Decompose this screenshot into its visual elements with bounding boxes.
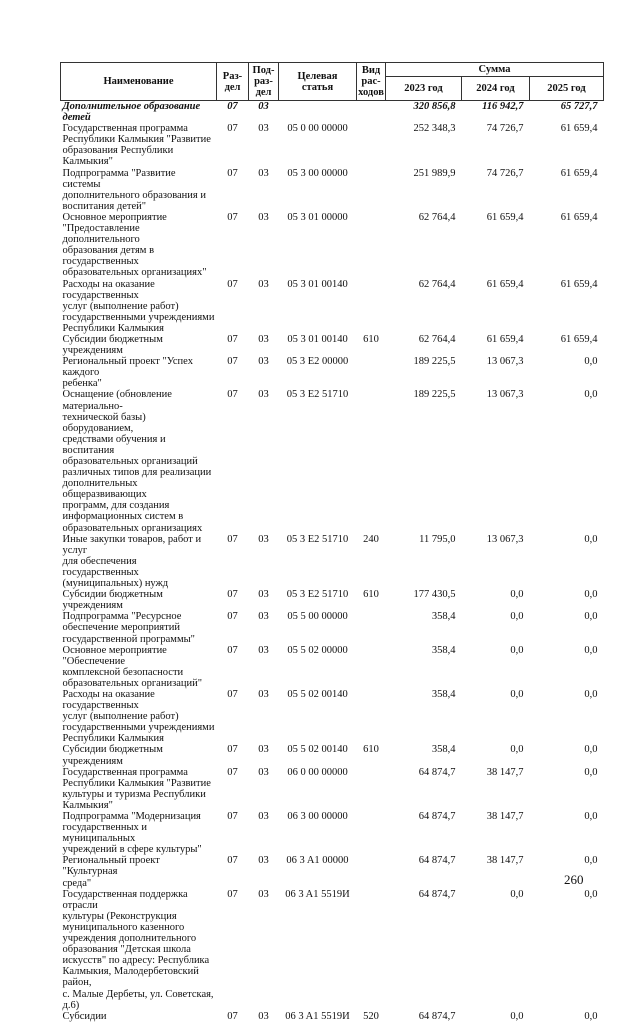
- row-name-line: Калмыкия": [62, 799, 113, 811]
- header-year-2024: 2024 год: [462, 77, 530, 101]
- row-target-article: 05 3 00 00000: [287, 167, 348, 179]
- row-sum-2025: 0,0: [584, 589, 598, 601]
- row-razdel: 07: [227, 211, 238, 223]
- row-sum-2023: 64 874,7: [418, 811, 456, 822]
- row-sum-2025: 0,0: [584, 533, 598, 545]
- row-name-line: (муниципальных) нужд: [62, 578, 169, 590]
- row-razdel: 07: [227, 589, 238, 601]
- row-sum-2025: 0,0: [584, 611, 598, 623]
- row-razdel: 07: [227, 167, 238, 179]
- row-expense-type: [357, 279, 386, 334]
- row-sum-2023: 252 348,3: [413, 123, 456, 135]
- row-name-line: услуг (выполнение работ): [62, 711, 179, 723]
- header-name: Наименование: [61, 63, 217, 101]
- table-row: [61, 889, 604, 1011]
- row-name-line: Подпрограмма "Модернизация: [62, 811, 201, 822]
- row-razdel: 07: [227, 611, 238, 623]
- header-summa: Сумма: [386, 63, 604, 77]
- row-target-article: 05 5 02 00140: [287, 688, 348, 700]
- header-razdel: Раз- дел: [217, 63, 249, 101]
- row-sum-2025: 61 659,4: [560, 333, 598, 345]
- row-razdel: 07: [227, 644, 238, 656]
- row-name: [61, 389, 217, 533]
- row-sum-2023: 62 764,4: [418, 211, 456, 223]
- row-podrazdel: 03: [258, 333, 269, 345]
- row-name-line: Республики Калмыкия: [62, 322, 164, 334]
- row-sum-2024: 38 147,7: [486, 766, 524, 778]
- row-name: [61, 534, 217, 589]
- row-name-line: среда": [62, 877, 92, 889]
- row-name-line: ребенка": [62, 378, 102, 390]
- table-row: [61, 279, 604, 334]
- row-name-line: Дополнительное образование детей: [62, 101, 201, 124]
- row-target-article: 06 3 00 00000: [287, 811, 348, 822]
- row-sum-2025: 65 727,7: [530, 101, 604, 124]
- row-sum-2025: 0,0: [584, 888, 598, 900]
- table-header: [61, 63, 604, 101]
- row-name-line: комплексной безопасности: [62, 666, 184, 678]
- row-sum-2025: 61 659,4: [560, 211, 598, 223]
- row-sum-2024: 0,0: [510, 888, 524, 900]
- row-sum-2023: 62 764,4: [418, 278, 456, 290]
- row-podrazdel: 03: [249, 101, 279, 124]
- row-expense-type: [357, 389, 386, 533]
- row-expense-type: [357, 611, 386, 644]
- row-sum-2023: 11 795,0: [419, 533, 456, 545]
- row-target-article: 05 0 00 00000: [287, 123, 348, 135]
- row-target-article: [279, 101, 357, 124]
- row-expense-type: 240: [363, 533, 379, 545]
- row-name-line: Калмыкия, Малодербетовский район,: [62, 966, 199, 989]
- row-name-line: муниципального казенного: [62, 921, 185, 933]
- row-name-line: воспитания детей": [62, 200, 147, 212]
- row-razdel: 07: [227, 855, 238, 867]
- row-razdel: 07: [227, 533, 238, 545]
- header-year-2025: 2025 год: [530, 77, 604, 101]
- row-name: [61, 744, 217, 766]
- table-row: [61, 744, 604, 766]
- table-row: [61, 645, 604, 689]
- row-podrazdel: 03: [258, 1010, 269, 1022]
- row-name-line: Иные закупки товаров, работ и услуг: [62, 533, 202, 556]
- table-row: [61, 334, 604, 356]
- row-name-line: дополнительных общеразвивающих: [62, 478, 147, 501]
- row-expense-type: [357, 811, 386, 855]
- row-name-line: государственными учреждениями: [62, 311, 215, 323]
- row-name-line: искусств" по адресу: Республика: [62, 955, 210, 967]
- row-expense-type: [357, 645, 386, 689]
- row-name-line: образовательных организациях: [62, 522, 203, 534]
- row-podrazdel: 03: [258, 278, 269, 290]
- row-expense-type: 520: [363, 1010, 379, 1022]
- row-name: [61, 611, 217, 644]
- row-sum-2025: 61 659,4: [560, 278, 598, 290]
- row-name: [61, 645, 217, 689]
- row-target-article: 05 3 E2 51710: [286, 589, 349, 601]
- row-podrazdel: 03: [258, 644, 269, 656]
- row-name-line: государственных и муниципальных: [62, 822, 148, 845]
- row-sum-2023: 64 874,7: [418, 855, 456, 867]
- row-name-line: Основное мероприятие: [62, 211, 167, 223]
- row-razdel: 07: [227, 688, 238, 700]
- row-name-line: Республики Калмыкия: [62, 733, 164, 745]
- row-sum-2023: 189 225,5: [413, 356, 456, 368]
- row-podrazdel: 03: [258, 688, 269, 700]
- row-expense-type: [357, 855, 386, 888]
- row-sum-2024: 0,0: [510, 688, 524, 700]
- row-name-line: учреждений в сфере культуры": [62, 844, 202, 856]
- row-sum-2025: 0,0: [584, 644, 598, 656]
- row-target-article: 05 3 E2 51710: [286, 533, 349, 545]
- row-sum-2023: 358,4: [431, 688, 456, 700]
- row-name-line: Региональный проект "Успех каждого: [62, 356, 193, 379]
- row-sum-2025: 0,0: [584, 744, 598, 756]
- row-name: [61, 334, 217, 356]
- row-sum-2024: 0,0: [510, 1010, 524, 1022]
- row-name-line: Субсидии бюджетным учреждениям: [62, 333, 163, 357]
- row-sum-2025: 0,0: [584, 1010, 598, 1022]
- row-name-line: программ, для создания: [62, 500, 170, 512]
- row-target-article: 05 5 02 00000: [287, 644, 348, 656]
- header-target-article: Целевая статья: [279, 63, 357, 101]
- row-sum-2023: 358,4: [431, 611, 456, 623]
- row-target-article: 06 3 A1 5519И: [285, 888, 350, 900]
- row-target-article: 06 0 00 00000: [287, 766, 348, 778]
- row-name-line: различных типов для реализации: [62, 467, 212, 479]
- row-expense-type: [357, 356, 386, 389]
- row-razdel: 07: [227, 333, 238, 345]
- row-target-article: 06 3 A1 00000: [286, 855, 349, 867]
- row-expense-type: [357, 101, 386, 124]
- row-expense-type: 610: [363, 744, 379, 756]
- row-sum-2024: 74 726,7: [486, 123, 524, 135]
- row-podrazdel: 03: [258, 744, 269, 756]
- row-sum-2025: 61 659,4: [560, 123, 598, 135]
- row-name-line: Подпрограмма "Ресурсное: [62, 611, 182, 623]
- row-sum-2024: 0,0: [510, 611, 524, 623]
- row-name-line: образовательных организаций: [62, 456, 198, 467]
- row-name: [61, 767, 217, 811]
- row-razdel: 07: [227, 389, 238, 401]
- row-podrazdel: 03: [258, 211, 269, 223]
- row-target-article: 05 3 E2 00000: [286, 356, 349, 368]
- table-row: [61, 611, 604, 644]
- row-name-line: Республики Калмыкия "Развитие: [62, 134, 211, 146]
- row-sum-2024: 0,0: [510, 589, 524, 601]
- row-name-line: образования "Детская школа: [62, 944, 191, 956]
- row-razdel: 07: [227, 888, 238, 900]
- row-sum-2023: 320 856,8: [386, 101, 462, 124]
- row-target-article: 05 3 E2 51710: [286, 389, 349, 401]
- table-row: [61, 101, 604, 124]
- row-name-line: образования детям в государственных: [62, 245, 155, 268]
- row-sum-2025: 0,0: [584, 688, 598, 700]
- row-target-article: 05 5 00 00000: [287, 611, 348, 623]
- row-podrazdel: 03: [258, 611, 269, 623]
- row-expense-type: [357, 123, 386, 167]
- row-name-line: государственными учреждениями: [62, 722, 215, 734]
- header-podrazdel: Под- раз- дел: [249, 63, 279, 101]
- row-sum-2024: 116 942,7: [462, 101, 530, 124]
- table-body: [61, 101, 604, 1022]
- row-name: [61, 689, 217, 744]
- row-target-article: 05 3 01 00140: [287, 333, 348, 345]
- row-razdel: 07: [227, 811, 238, 822]
- row-sum-2025: 0,0: [584, 855, 598, 867]
- row-name-line: "Предоставление дополнительного: [62, 223, 140, 246]
- row-sum-2024: 13 067,3: [486, 533, 524, 545]
- row-name-line: образовательных организаций": [62, 677, 203, 689]
- row-sum-2024: 74 726,7: [486, 167, 524, 179]
- row-name: [61, 123, 217, 167]
- row-razdel: 07: [227, 744, 238, 756]
- row-sum-2024: 13 067,3: [486, 356, 524, 368]
- budget-table: [60, 62, 604, 1022]
- row-expense-type: [357, 767, 386, 811]
- row-sum-2023: 64 874,7: [418, 1010, 456, 1022]
- row-podrazdel: 03: [258, 589, 269, 601]
- row-sum-2025: 0,0: [584, 389, 598, 401]
- row-sum-2023: 177 430,5: [413, 589, 456, 601]
- row-name-line: Подпрограмма "Развитие системы: [62, 167, 176, 190]
- row-name-line: информационных систем в: [62, 511, 184, 523]
- row-name-line: для обеспечения государственных: [62, 555, 139, 578]
- row-sum-2025: 0,0: [584, 811, 598, 822]
- row-sum-2025: 0,0: [584, 766, 598, 778]
- row-name-line: Расходы на оказание государственных: [62, 278, 155, 301]
- table-row: [61, 855, 604, 888]
- row-name-line: культуры (Реконструкция: [62, 910, 177, 922]
- row-expense-type: 610: [363, 589, 379, 601]
- row-podrazdel: 03: [258, 766, 269, 778]
- row-sum-2023: 64 874,7: [418, 888, 456, 900]
- row-podrazdel: 03: [258, 533, 269, 545]
- row-name-line: Основное мероприятие "Обеспечение: [62, 644, 167, 667]
- row-name-line: Субсидии: [62, 1010, 107, 1022]
- row-name-line: учреждения дополнительного: [62, 933, 197, 945]
- row-razdel: 07: [227, 766, 238, 778]
- row-sum-2025: 0,0: [584, 356, 598, 368]
- row-expense-type: 610: [363, 333, 379, 345]
- table-row: [61, 168, 604, 212]
- table-row: [61, 356, 604, 389]
- table-row: [61, 689, 604, 744]
- row-target-article: 06 3 A1 5519И: [285, 1010, 350, 1022]
- row-name-line: Республики Калмыкия "Развитие: [62, 777, 211, 789]
- table-row: [61, 212, 604, 279]
- row-name-line: Субсидии бюджетным учреждениям: [62, 589, 163, 612]
- row-name-line: образования Республики Калмыкия": [62, 145, 174, 168]
- row-sum-2024: 61 659,4: [486, 333, 524, 345]
- row-name-line: Государственная поддержка отрасли: [62, 888, 188, 911]
- row-name-line: Региональный проект "Культурная: [62, 855, 160, 878]
- row-sum-2023: 62 764,4: [418, 333, 456, 345]
- row-name: [61, 889, 217, 1011]
- row-expense-type: [357, 212, 386, 279]
- row-razdel: 07: [227, 356, 238, 368]
- row-expense-type: [357, 889, 386, 1011]
- row-sum-2023: 64 874,7: [418, 766, 456, 778]
- table-row: [61, 767, 604, 811]
- row-podrazdel: 03: [258, 389, 269, 401]
- row-name-line: культуры и туризма Республики: [62, 788, 206, 800]
- row-sum-2023: 189 225,5: [413, 389, 456, 401]
- row-name: [61, 101, 217, 124]
- row-razdel: 07: [227, 123, 238, 135]
- row-razdel: 07: [227, 1010, 238, 1022]
- row-razdel: 07: [227, 278, 238, 290]
- row-name-line: технической базы) оборудованием,: [62, 411, 146, 434]
- row-razdel: 07: [217, 101, 249, 124]
- row-podrazdel: 03: [258, 356, 269, 368]
- table-row: [61, 389, 604, 533]
- row-name-line: обеспечение мероприятий: [62, 622, 180, 634]
- row-sum-2024: 38 147,7: [486, 811, 524, 822]
- row-name-line: с. Малые Дербеты, ул. Советская, д.6): [62, 988, 214, 1011]
- row-name-line: образовательных организациях": [62, 267, 207, 279]
- row-name-line: Государственная программа: [62, 123, 188, 135]
- row-sum-2025: 61 659,4: [560, 167, 598, 179]
- table-row: [61, 589, 604, 611]
- row-podrazdel: 03: [258, 811, 269, 822]
- header-expense-type: Вид рас- ходов: [357, 63, 386, 101]
- row-target-article: 05 5 02 00140: [287, 744, 348, 756]
- row-sum-2024: 0,0: [510, 644, 524, 656]
- row-name: [61, 356, 217, 389]
- row-name: [61, 1011, 217, 1022]
- row-podrazdel: 03: [258, 888, 269, 900]
- row-podrazdel: 03: [258, 123, 269, 135]
- row-expense-type: [357, 168, 386, 212]
- table-row: [61, 1011, 604, 1022]
- row-target-article: 05 3 01 00000: [287, 211, 348, 223]
- row-sum-2024: 0,0: [510, 744, 524, 756]
- row-name: [61, 212, 217, 279]
- row-name-line: Расходы на оказание государственных: [62, 688, 155, 712]
- row-name: [61, 589, 217, 611]
- row-name: [61, 811, 217, 855]
- table-row: [61, 123, 604, 167]
- row-podrazdel: 03: [258, 855, 269, 867]
- row-sum-2024: 61 659,4: [486, 211, 524, 223]
- row-sum-2023: 358,4: [431, 644, 456, 656]
- row-name-line: Субсидии бюджетным учреждениям: [62, 744, 163, 767]
- row-sum-2024: 61 659,4: [486, 278, 524, 290]
- row-sum-2023: 358,4: [431, 744, 456, 756]
- row-name: [61, 279, 217, 334]
- page-number: 260: [564, 872, 584, 887]
- row-name-line: Оснащение (обновление материально-: [62, 389, 172, 412]
- row-name-line: Государственная программа: [62, 766, 188, 778]
- row-expense-type: [357, 689, 386, 744]
- row-sum-2023: 251 989,9: [413, 167, 456, 179]
- row-name: [61, 168, 217, 212]
- row-sum-2024: 38 147,7: [486, 855, 524, 867]
- row-name-line: услуг (выполнение работ): [62, 300, 179, 312]
- row-podrazdel: 03: [258, 167, 269, 179]
- row-name-line: государственной программы": [62, 633, 195, 645]
- table-row: [61, 811, 604, 855]
- row-sum-2024: 13 067,3: [486, 389, 524, 401]
- row-name: [61, 855, 217, 888]
- row-name-line: средствами обучения и воспитания: [62, 433, 166, 456]
- row-target-article: 05 3 01 00140: [287, 278, 348, 290]
- table-row: [61, 534, 604, 589]
- header-year-2023: 2023 год: [386, 77, 462, 101]
- row-name-line: дополнительного образования и: [62, 189, 206, 201]
